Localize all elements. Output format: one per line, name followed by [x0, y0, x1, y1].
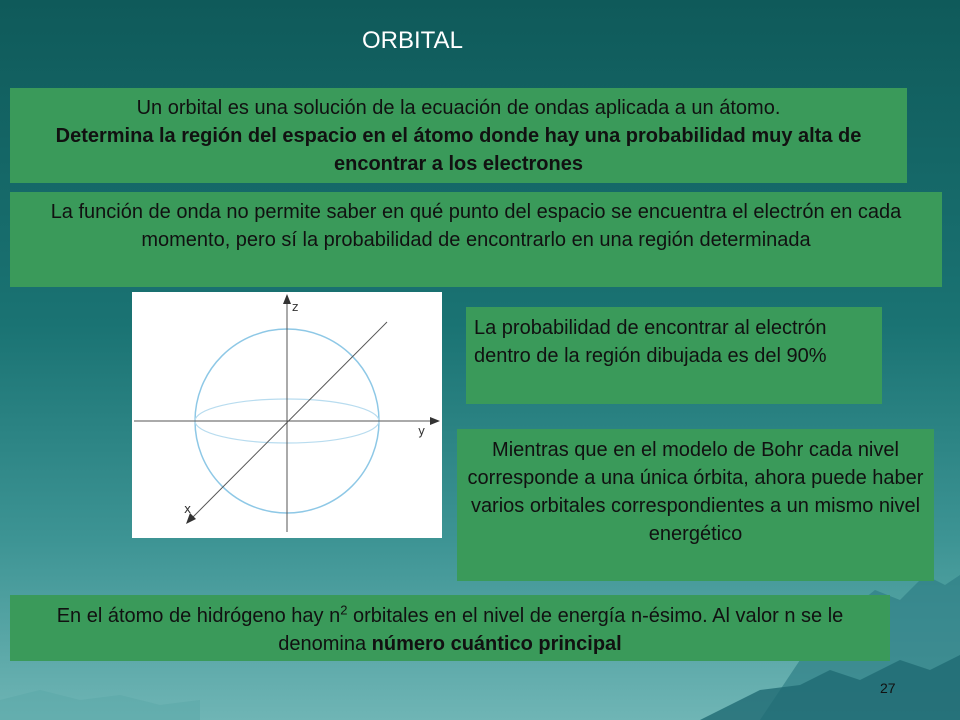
bohr-model-text: Mientras que en el modelo de Bohr cada nivel corresponde a una única órbita, ahora puede haber varios orbitales correspondientes a un mismo nivel energético	[467, 439, 924, 545]
wave-function-box	[10, 192, 942, 287]
z-axis-arrow	[283, 294, 291, 304]
definition-text: Un orbital es una solución de la ecuación de ondas aplicada a un átomo.	[136, 97, 781, 119]
orbital-figure	[132, 292, 442, 538]
hydrogen-text-part1: En el átomo de hidrógeno hay n	[56, 605, 341, 627]
slide-title: ORBITAL	[362, 27, 463, 54]
wave-function-text: La función de onda no permite saber en qué punto del espacio se encuentra el electrón en cada momento, pero sí la probabilidad de encontrarlo en una región determinada	[50, 201, 902, 251]
hydrogen-box	[10, 595, 890, 661]
definition-box	[10, 88, 907, 183]
hydrogen-superscript: 2	[340, 602, 348, 618]
definition-bold-text: Determina la región del espacio en el átomo donde hay una probabilidad muy alta de encontrar a los electrones	[55, 125, 862, 175]
probability-text: La probabilidad de encontrar al electrón dentro de la región dibujada es del 90%	[474, 317, 827, 367]
axis-label-z: z	[292, 300, 299, 314]
bohr-model-box	[457, 429, 934, 581]
hydrogen-text-part2: orbitales en el nivel de energía n-ésimo. Al valor n se le denomina	[278, 605, 844, 655]
probability-box	[466, 307, 882, 404]
axis-label-y: y	[418, 424, 426, 438]
axis-label-x: x	[184, 502, 192, 516]
orbital-sphere-diagram	[132, 292, 442, 538]
y-axis-arrow	[430, 417, 440, 425]
page-number: 27	[880, 680, 896, 696]
principal-quantum-number: número cuántico principal	[371, 633, 622, 655]
